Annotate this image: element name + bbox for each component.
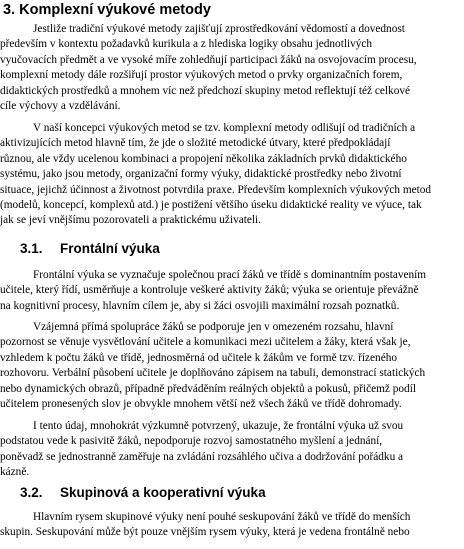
- text-line: aktivizujících metod hlavně tím, že jde o složité metodické útvary, které předpokládají: [0, 137, 391, 150]
- paragraph-3-1-3: [0, 419, 464, 481]
- paragraph-3-intro-1: [0, 22, 464, 114]
- paragraph-3-1-2: [0, 320, 464, 412]
- text-line: I tento údaj, mnohokrát výzkumně potvrzený, ukazuje, že frontální výuka už svou: [33, 420, 404, 432]
- text-line: vyučovacích předmět a ve vysoké míře zohledňují participaci žáků na osvojovacím procesu,: [0, 53, 417, 66]
- section-number: 3.2.: [20, 485, 43, 500]
- section-heading-3-1: [20, 241, 160, 256]
- text-line: nebo dynamických obrazů, případně předváděním reálných objektů a pokusů, přičemž podíl: [0, 382, 416, 395]
- section-title: Frontální výuka: [60, 241, 160, 256]
- text-line: na kognitivní procesy, hlavním cílem je, aby si žáci osvojili maximální rozsah poznatků.: [0, 299, 400, 312]
- paragraph-3-1-1: [0, 268, 464, 314]
- text-line: vzhledem k počtu žáků ve třídě, jednosměrná od učitele k žákům ve formě tzv. řízeného: [0, 351, 398, 364]
- text-line: situace, jejichž účinnost a životnost potvrdila praxe. Především komplexních výukových metod: [0, 183, 432, 196]
- text-line: Jestliže tradiční výukové metody zajišťují zprostředkování vědomostí a dovednost: [33, 23, 405, 35]
- text-line: Hlavním rysem skupinové výuky není pouhé seskupování žáků ve třídě do menších: [33, 511, 411, 523]
- text-line: poněvadž se jednostranně zaměřuje na zvládání rozsáhlého učiva a dodržování pořádku a: [0, 450, 404, 463]
- paragraph-3-2-1: [0, 510, 464, 541]
- text-line: učitelem pronesených slov je obvykle mnohem větší než všech žáků ve třídě dohromady.: [0, 397, 402, 410]
- text-line: skupin. Seskupování může být pouze vnějším rysem výuky, která je vedena frontálně nebo: [0, 526, 410, 539]
- text-line: především v kontextu požadavků kurikula a z hlediska logiky obsahu jednotlivých: [0, 38, 373, 51]
- text-line: kázně.: [0, 466, 30, 479]
- text-line: učitele, který řídí, usměrňuje a kontroluje veškeré aktivity žáků; výuka se orientuje převážně: [0, 284, 419, 297]
- text-line: jak se jeví vnějšímu pozorovateli a praktickému uživateli.: [0, 214, 261, 227]
- section-number: 3.1.: [20, 241, 43, 256]
- text-line: Frontální výuka se vyznačuje společnou prací žáků ve třídě s dominantním postavením: [33, 269, 427, 281]
- text-line: rozhovoru. Verbální působení učitele je doplňováno zápisem na tabuli, demonstrací statických: [0, 367, 426, 380]
- section-heading-3: 3. Komplexní výukové metody: [3, 2, 211, 18]
- text-line: systému, jako jsou metody, organizační formy výuky, didaktické prostředky nebo životní: [0, 168, 402, 181]
- section-heading-3-2: [20, 485, 266, 500]
- text-line: podstatou vede k pasivitě žáků, nepodporuje rozvoj samostatného myšlení a jednání,: [0, 435, 383, 448]
- text-line: (modelů, koncepcí, komplexů atd.) je postižení většího úseku didaktické reality ve výuce, tak: [0, 198, 422, 211]
- text-line: komplexní metody dále rozšiřují prostor výukových metod o prvky organizačních forem,: [0, 69, 403, 82]
- text-line: pozornost se věnuje vysvětlování učitele a komunikaci mezi učitelem a žáky, která však je,: [0, 336, 411, 349]
- paragraph-3-intro-2: [0, 121, 464, 229]
- text-line: Vzájemná přímá spolupráce žáků se podporuje jen v omezeném rozsahu, hlavní: [33, 321, 394, 333]
- text-line: různou, ale vždy ucelenou kombinaci a propojení několika základních prvků didaktického: [0, 152, 407, 165]
- section-title: Skupinová a kooperativní výuka: [60, 485, 266, 500]
- text-line: didaktických prostředků a mnohem víc než předchozí skupiny metod reflektují též celkové: [0, 84, 411, 97]
- text-line: cíle výchovy a vzdělávání.: [0, 99, 121, 112]
- text-line: V naší koncepci výukových metod se tzv. komplexní metody odlišují od tradičních a: [33, 122, 416, 134]
